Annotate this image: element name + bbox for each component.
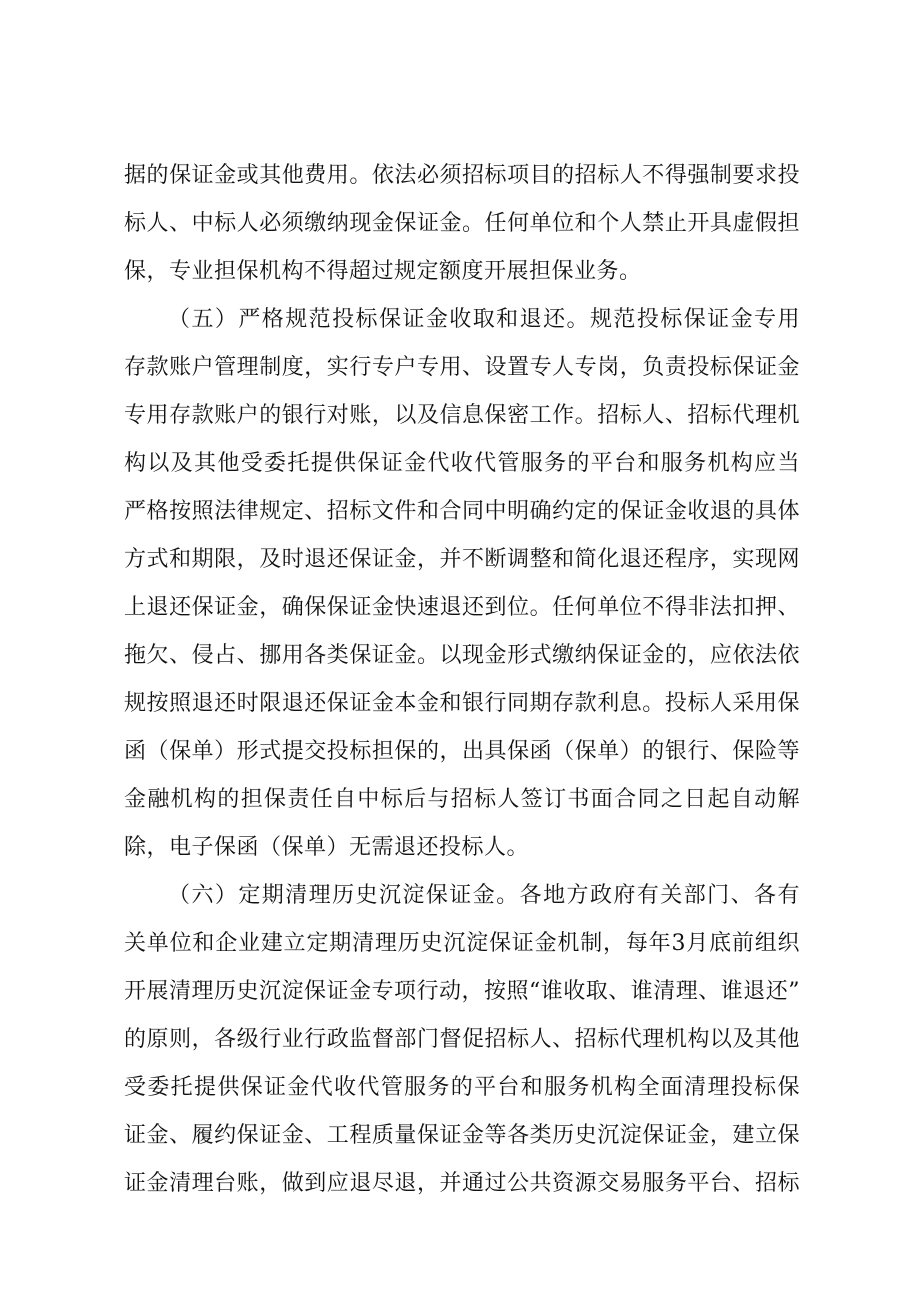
paragraph-line: 标人、中标人必须缴纳现金保证金。任何单位和个人禁止开具虚假担 (124, 211, 800, 236)
paragraph-line: 金融机构的担保责任自中标后与招标人签订书面合同之日起自动解 (124, 787, 800, 812)
paragraph-line: 拖欠、侵占、挪用各类保证金。以现金形式缴纳保证金的，应依法依 (124, 643, 800, 668)
paragraph-line: 的原则，各级行业行政监督部门督促招标人、招标代理机构以及其他 (124, 1027, 800, 1052)
paragraph-line: 严格按照法律规定、招标文件和合同中明确约定的保证金收退的具体 (124, 499, 800, 524)
paragraph-line: 据的保证金或其他费用。依法必须招标项目的招标人不得强制要求投 (124, 163, 800, 188)
paragraph-line: 构以及其他受委托提供保证金代收代管服务的平台和服务机构应当 (124, 451, 800, 476)
paragraph-line: 受委托提供保证金代收代管服务的平台和服务机构全面清理投标保 (124, 1075, 800, 1100)
paragraph-line: 保，专业担保机构不得超过规定额度开展担保业务。 (124, 259, 642, 284)
paragraph-line: 规按照退还时限退还保证金本金和银行同期存款利息。投标人采用保 (124, 691, 800, 716)
paragraph-line: 除，电子保函（保单）无需退还投标人。 (124, 835, 530, 860)
section-heading-line: （五）严格规范投标保证金收取和退还。规范投标保证金专用 (168, 307, 800, 332)
paragraph-line: 开展清理历史沉淀保证金专项行动，按照“谁收取、谁清理、谁退还” (124, 979, 800, 1004)
paragraph-line: 关单位和企业建立定期清理历史沉淀保证金机制，每年3月底前组织 (124, 931, 800, 956)
paragraph-line: 上退还保证金，确保保证金快速退还到位。任何单位不得非法扣押、 (124, 595, 800, 620)
paragraph-line: 函（保单）形式提交投标担保的，出具保函（保单）的银行、保险等 (124, 739, 800, 764)
section-heading-line: （六）定期清理历史沉淀保证金。各地方政府有关部门、各有 (168, 883, 800, 908)
paragraph-line: 方式和期限，及时退还保证金，并不断调整和简化退还程序，实现网 (124, 547, 800, 572)
paragraph-line: 存款账户管理制度，实行专户专用、设置专人专岗，负责投标保证金 (124, 355, 800, 380)
paragraph-line: 证金清理台账，做到应退尽退，并通过公共资源交易服务平台、招标 (124, 1171, 800, 1196)
paragraph-line: 证金、履约保证金、工程质量保证金等各类历史沉淀保证金，建立保 (124, 1123, 800, 1148)
paragraph-line: 专用存款账户的银行对账，以及信息保密工作。招标人、招标代理机 (124, 403, 800, 428)
